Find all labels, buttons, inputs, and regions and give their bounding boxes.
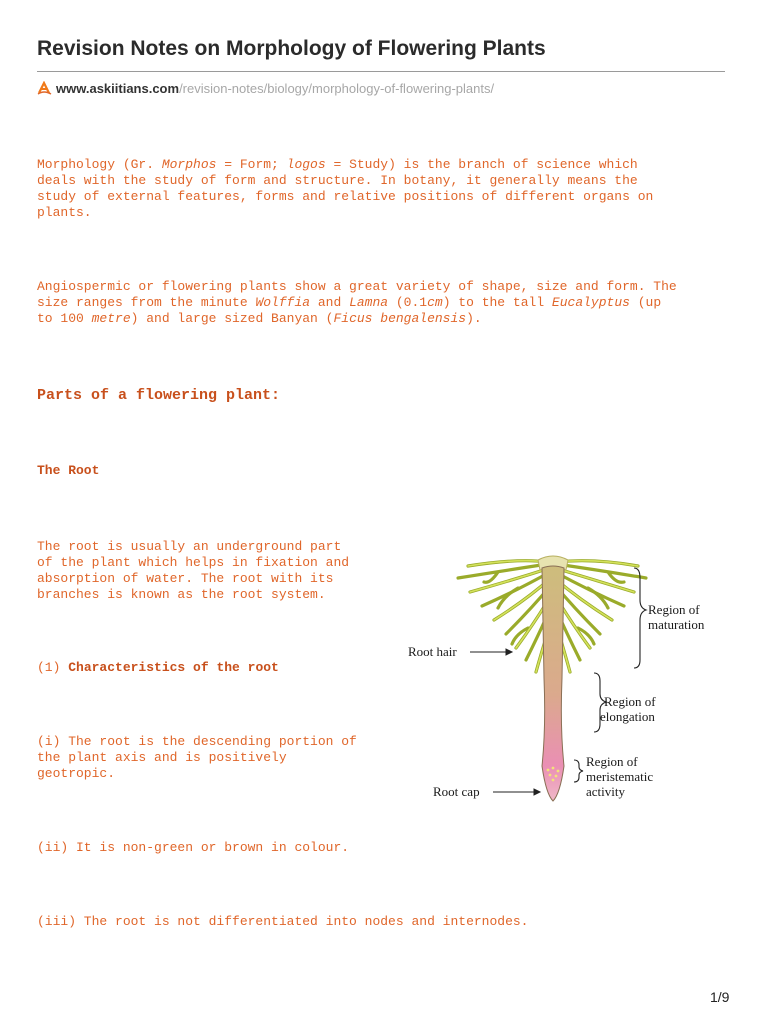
label-maturation-line1: Region of [648, 602, 700, 617]
primary-root [542, 566, 564, 801]
root-paragraph: The root is usually an underground part of the plant which helps in fixation and absorption of water. The root with its branches is known as the root system. [37, 539, 350, 602]
root-heading: The Root [37, 463, 100, 478]
label-root-cap: Root cap [433, 784, 480, 799]
label-arrows [470, 649, 540, 795]
point-ii: (ii) It is non-green or brown in colour. [37, 840, 350, 855]
label-elongation-line1: Region of [604, 694, 656, 709]
label-root-hair: Root hair [408, 644, 457, 659]
page-number: 1/9 [710, 989, 730, 1005]
label-meristematic-line3: activity [586, 784, 625, 799]
characteristics-heading: (1) Characteristics of the root [37, 660, 279, 675]
title-divider [37, 71, 725, 72]
root-regions-figure [398, 548, 738, 810]
parts-heading: Parts of a flowering plant: [37, 387, 281, 404]
label-meristematic-line2: meristematic [586, 769, 654, 784]
url-path[interactable]: /revision-notes/biology/morphology-of-flowering-plants/ [179, 81, 495, 96]
intro-paragraph-morphology: Morphology (Gr. Morphos = Form; logos = Study) is the branch of science which deals with the study of form and structure. In botany, it generally means the study of external features, forms and relative positions of different organs on plants. [37, 157, 654, 220]
askiitians-logo-icon [37, 81, 52, 99]
point-iii: (iii) The root is not differentiated into nodes and internodes. [37, 914, 529, 929]
source-url[interactable] [37, 81, 494, 99]
page-title: Revision Notes on Morphology of Flowering Plants [37, 37, 546, 60]
label-maturation-line2: maturation [648, 617, 705, 632]
label-meristematic-line1: Region of [586, 754, 638, 769]
intro-paragraph-angiosperms: Angiospermic or flowering plants show a great variety of shape, size and form. The size ranges from the minute Wolffia and Lamna (0.1cm) to the tall Eucalyptus (up to 100 metre) and large sized Banyan (Ficus bengalensis). [37, 279, 677, 326]
point-i: (i) The root is the descending portion of the plant axis and is positively geotropic. [37, 734, 357, 781]
url-domain[interactable]: www.askiitians.com [56, 81, 180, 96]
label-elongation-line2: elongation [600, 709, 655, 724]
